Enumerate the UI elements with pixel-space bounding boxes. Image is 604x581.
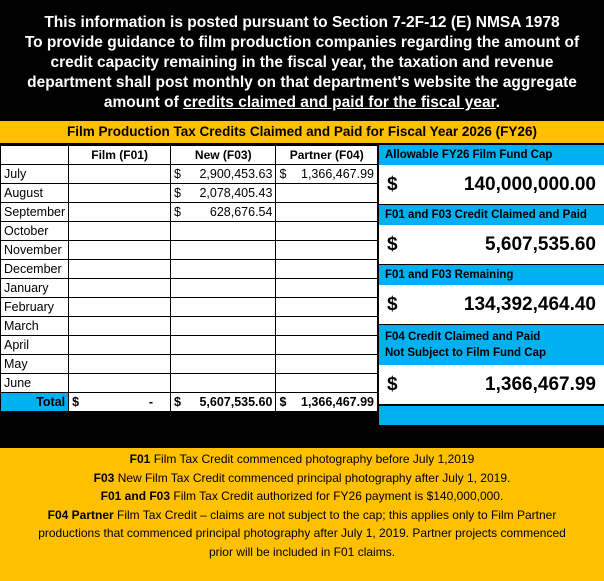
f01-cell: [69, 241, 171, 260]
note-f04: [0, 506, 604, 525]
f04-cell: [276, 317, 378, 336]
f03-cell-value: 628,676.54: [209, 205, 273, 219]
f04-value-box: [379, 365, 604, 405]
f03-cell: [171, 184, 276, 203]
total-f04: [276, 393, 378, 412]
note-f01-f03: [0, 487, 604, 506]
f01-header: Film (F01): [69, 146, 171, 165]
month-cell: October: [1, 222, 69, 241]
currency-symbol: $: [387, 233, 398, 255]
footer-notes: [0, 448, 604, 581]
note-f04-text-1: Film Tax Credit – claims are not subject to the cap; this applies only to Film Partner: [113, 507, 557, 522]
f01-cell: [69, 260, 171, 279]
table-header-row: [1, 146, 378, 165]
note-f01-code: F01: [129, 452, 151, 466]
total-f03-value: 5,607,535.60: [199, 395, 273, 409]
currency-symbol: $: [279, 395, 287, 409]
note-f04-code: F04 Partner: [47, 507, 114, 522]
f01-cell: [69, 203, 171, 222]
month-cell: December: [1, 260, 69, 279]
claimed-label: F01 and F03 Credit Claimed and Paid: [379, 205, 604, 225]
currency-symbol: $: [72, 395, 80, 409]
month-cell: November: [1, 241, 69, 260]
month-cell: January: [1, 279, 69, 298]
f03-cell: [171, 203, 276, 222]
cap-label: Allowable FY26 Film Fund Cap: [379, 145, 604, 165]
header-line-2: To provide guidance to film production companies regarding the amount of: [24, 34, 580, 51]
f04-value: 1,366,467.99: [485, 373, 596, 395]
table-row: [1, 203, 378, 222]
f03-cell: [171, 279, 276, 298]
cap-value: 140,000,000.00: [463, 173, 596, 195]
f03-cell: [171, 241, 276, 260]
currency-symbol: $: [174, 205, 181, 219]
f04-cell: [276, 222, 378, 241]
month-cell: June: [1, 374, 69, 393]
f03-cell: [171, 298, 276, 317]
f03-cell: [171, 355, 276, 374]
f04-cell: [276, 298, 378, 317]
f03-cell: [171, 336, 276, 355]
f04-header: Partner (F04): [276, 146, 378, 165]
monthly-credits-table: [0, 145, 378, 412]
page-title: Film Production Tax Credits Claimed and Paid for Fiscal Year 2026 (FY26): [0, 121, 604, 143]
header-line-1: This information is posted pursuant to Section 7-2F-12 (E) NMSA 1978: [44, 14, 560, 31]
f04-label: [379, 325, 604, 365]
f04-cell: [276, 279, 378, 298]
currency-symbol: $: [279, 167, 287, 181]
total-f03: [171, 393, 276, 412]
f01-cell: [69, 317, 171, 336]
f04-label-line-2: Not Subject to Film Fund Cap: [385, 347, 546, 359]
table-row: [1, 184, 378, 203]
summary-bottom-bar: [379, 405, 604, 425]
header-line-5: [0, 93, 604, 113]
note-f04-line-2: productions that commenced principal photography after July 1, 2019. Partner projects commenced: [38, 526, 566, 540]
table-row: [1, 298, 378, 317]
remaining-value-box: [379, 285, 604, 325]
table-row: [1, 241, 378, 260]
table-row: [1, 317, 378, 336]
table-row: [1, 260, 378, 279]
summary-panel: [379, 145, 604, 425]
header-line-5c: .: [495, 94, 501, 111]
month-cell: September: [1, 203, 69, 222]
total-f01-value: -: [148, 395, 154, 409]
header-notice: [0, 0, 604, 120]
claimed-value-box: [379, 225, 604, 265]
f03-cell-value: 2,900,453.63: [199, 167, 273, 181]
remaining-value: 134,392,464.40: [463, 293, 596, 315]
month-cell: July: [1, 165, 69, 184]
header-line-5-underlined: credits claimed and paid for the fiscal year: [183, 94, 496, 111]
f04-cell: [276, 203, 378, 222]
month-cell: August: [1, 184, 69, 203]
month-cell: February: [1, 298, 69, 317]
remaining-label: F01 and F03 Remaining: [379, 265, 604, 285]
table-row: [1, 374, 378, 393]
f03-cell: [171, 374, 276, 393]
note-f01: [0, 450, 604, 469]
f04-cell: [276, 184, 378, 203]
f01-cell: [69, 336, 171, 355]
total-label: Total: [1, 393, 69, 412]
f03-cell: [171, 260, 276, 279]
month-cell: April: [1, 336, 69, 355]
month-header: [1, 146, 69, 165]
table-row: [1, 355, 378, 374]
note-f03: [0, 469, 604, 488]
f01-cell: [69, 279, 171, 298]
f03-cell: [171, 317, 276, 336]
claimed-value: 5,607,535.60: [485, 233, 596, 255]
f04-cell-value: 1,366,467.99: [301, 167, 374, 181]
f01-cell: [69, 298, 171, 317]
f01-cell: [69, 165, 171, 184]
note-f01-text: Film Tax Credit commenced photography before July 1,2019: [150, 452, 475, 466]
currency-symbol: $: [174, 186, 181, 200]
month-cell: March: [1, 317, 69, 336]
f03-cell: [171, 165, 276, 184]
f04-cell: [276, 355, 378, 374]
header-line-3: credit capacity remaining in the fiscal year, the taxation and revenue: [50, 54, 554, 71]
total-f04-value: 1,366,467.99: [301, 395, 374, 409]
cap-value-box: [379, 165, 604, 205]
note-f03-code: F03: [93, 470, 115, 485]
f04-cell: [276, 260, 378, 279]
currency-symbol: $: [174, 167, 181, 181]
table-row: [1, 336, 378, 355]
month-cell: May: [1, 355, 69, 374]
f04-cell: [276, 336, 378, 355]
header-line-5a: amount of: [103, 94, 184, 111]
f03-header: New (F03): [171, 146, 276, 165]
currency-symbol: $: [387, 173, 398, 195]
currency-symbol: $: [174, 395, 181, 409]
table-row: [1, 165, 378, 184]
currency-symbol: $: [387, 373, 398, 395]
note-f04-line-3: prior will be included in F01 claims.: [208, 544, 396, 559]
table-row: [1, 279, 378, 298]
note-f03-text: New Film Tax Credit commenced principal photography after July 1, 2019.: [114, 470, 511, 485]
f01-cell: [69, 222, 171, 241]
f04-cell: [276, 374, 378, 393]
f04-label-line-1: F04 Credit Claimed and Paid: [385, 331, 541, 343]
f01-cell: [69, 184, 171, 203]
f03-cell: [171, 222, 276, 241]
total-f01: [69, 393, 171, 412]
note-f01-f03-code: F01 and F03: [100, 489, 171, 503]
f04-cell: [276, 241, 378, 260]
f01-cell: [69, 374, 171, 393]
total-row: [1, 393, 378, 412]
f03-cell-value: 2,078,405.43: [199, 186, 273, 200]
header-line-4: department shall post monthly on that department's website the aggregate: [27, 74, 577, 91]
note-f01-f03-text: Film Tax Credit authorized for FY26 payment is $140,000,000.: [170, 489, 504, 503]
table-row: [1, 222, 378, 241]
currency-symbol: $: [387, 293, 398, 315]
f04-cell: [276, 165, 378, 184]
f01-cell: [69, 355, 171, 374]
